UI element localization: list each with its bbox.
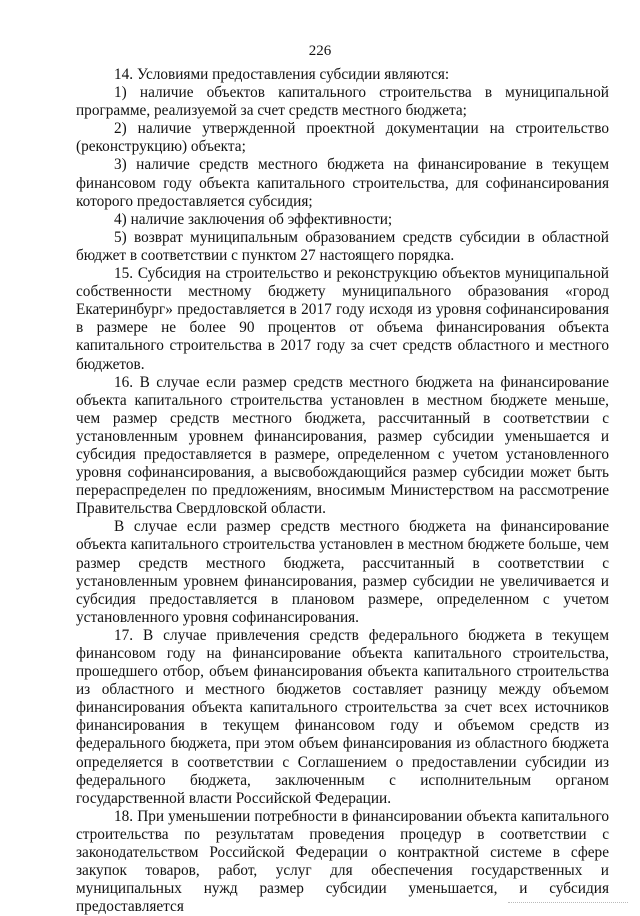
page-number: 226 xyxy=(308,43,332,59)
paragraph-15: 15. Субсидия на строительство и реконструкцию объектов муниципальной собственности местному бюджету муниципального образования «город Екатеринбург» предоставляется в 2017 году исходя из уровня софинансирования в размере не более 90 процентов от объема финансирования объекта капитального строительства в 2017 году за счет средств областного и местного бюджетов. xyxy=(76,265,609,373)
paragraph-14-item-2: 2) наличие утвержденной проектной документации на строительство (реконструкцию) объекта; xyxy=(76,120,609,156)
paragraph-14-item-4: 4) наличие заключения об эффективности; xyxy=(114,210,393,228)
paragraph-17: 17. В случае привлечения средств федерального бюджета в текущем финансовом году на финансирование объекта капитального строительства, прошедшего отбор, объем финансирования объекта капитального строительства из областного и местного бюджетов составляет разницу между объемом финансирования объекта капитального строительства за счет всех источников финансирования в текущем финансовом году и объемом средств из федерального бюджета, при этом объем финансирования из областного бюджета определяется в соответствии с Соглашением о предоставлении субсидии из федерального бюджета, заключенным с исполнительным органом государственной власти Российской Федерации. xyxy=(76,626,609,807)
document-body xyxy=(76,66,609,916)
paragraph-18: 18. При уменьшении потребности в финансировании объекта капитального строительства по результатам проведения процедур в соответствии с законодательством Российской Федерации о контрактной системе в сфере закупок товаров, работ, услуг для обеспечения государственных и муниципальных нужд размер субсидии уменьшается, и субсидия предоставляется xyxy=(76,807,609,916)
paragraph-14-item-3: 3) наличие средств местного бюджета на финансирование в текущем финансовом году объекта капитального строительства, для софинансирования которого предоставляется субсидия; xyxy=(76,156,609,210)
paragraph-14-item-5: 5) возврат муниципальным образованием средств субсидии в областной бюджет в соответствии с пунктом 27 настоящего порядка. xyxy=(76,228,609,264)
paragraph-16-continued: В случае если размер средств местного бюджета на финансирование объекта капитального строительства установлен в местном бюджете больше, чем размер средств местного бюджета, рассчитанный в соответствии с установленным уровнем финансирования, размер субсидии не увеличивается и субсидия предоставляется в плановом размере, определенном с учетом установленного уровня софинансирования. xyxy=(76,518,609,626)
paragraph-14-heading: 14. Условиями предоставления субсидии являются: xyxy=(114,66,450,83)
paragraph-14-item-1: 1) наличие объектов капитального строительства в муниципальной программе, реализуемой за счет средств местного бюджета; xyxy=(76,84,609,120)
paragraph-16: 16. В случае если размер средств местного бюджета на финансирование объекта капитального строительства установлен в местном бюджете меньше, чем размер средств местного бюджета, рассчитанный в соответствии с установленным уровнем финансирования, размер субсидии уменьшается и субсидия предоставляется в размере, определенном с учетом установленного уровня софинансирования, а высвобождающийся размер субсидии может быть перераспределен по предложениям, вносимым Министерством на рассмотрение Правительства Свердловской области. xyxy=(76,373,609,518)
